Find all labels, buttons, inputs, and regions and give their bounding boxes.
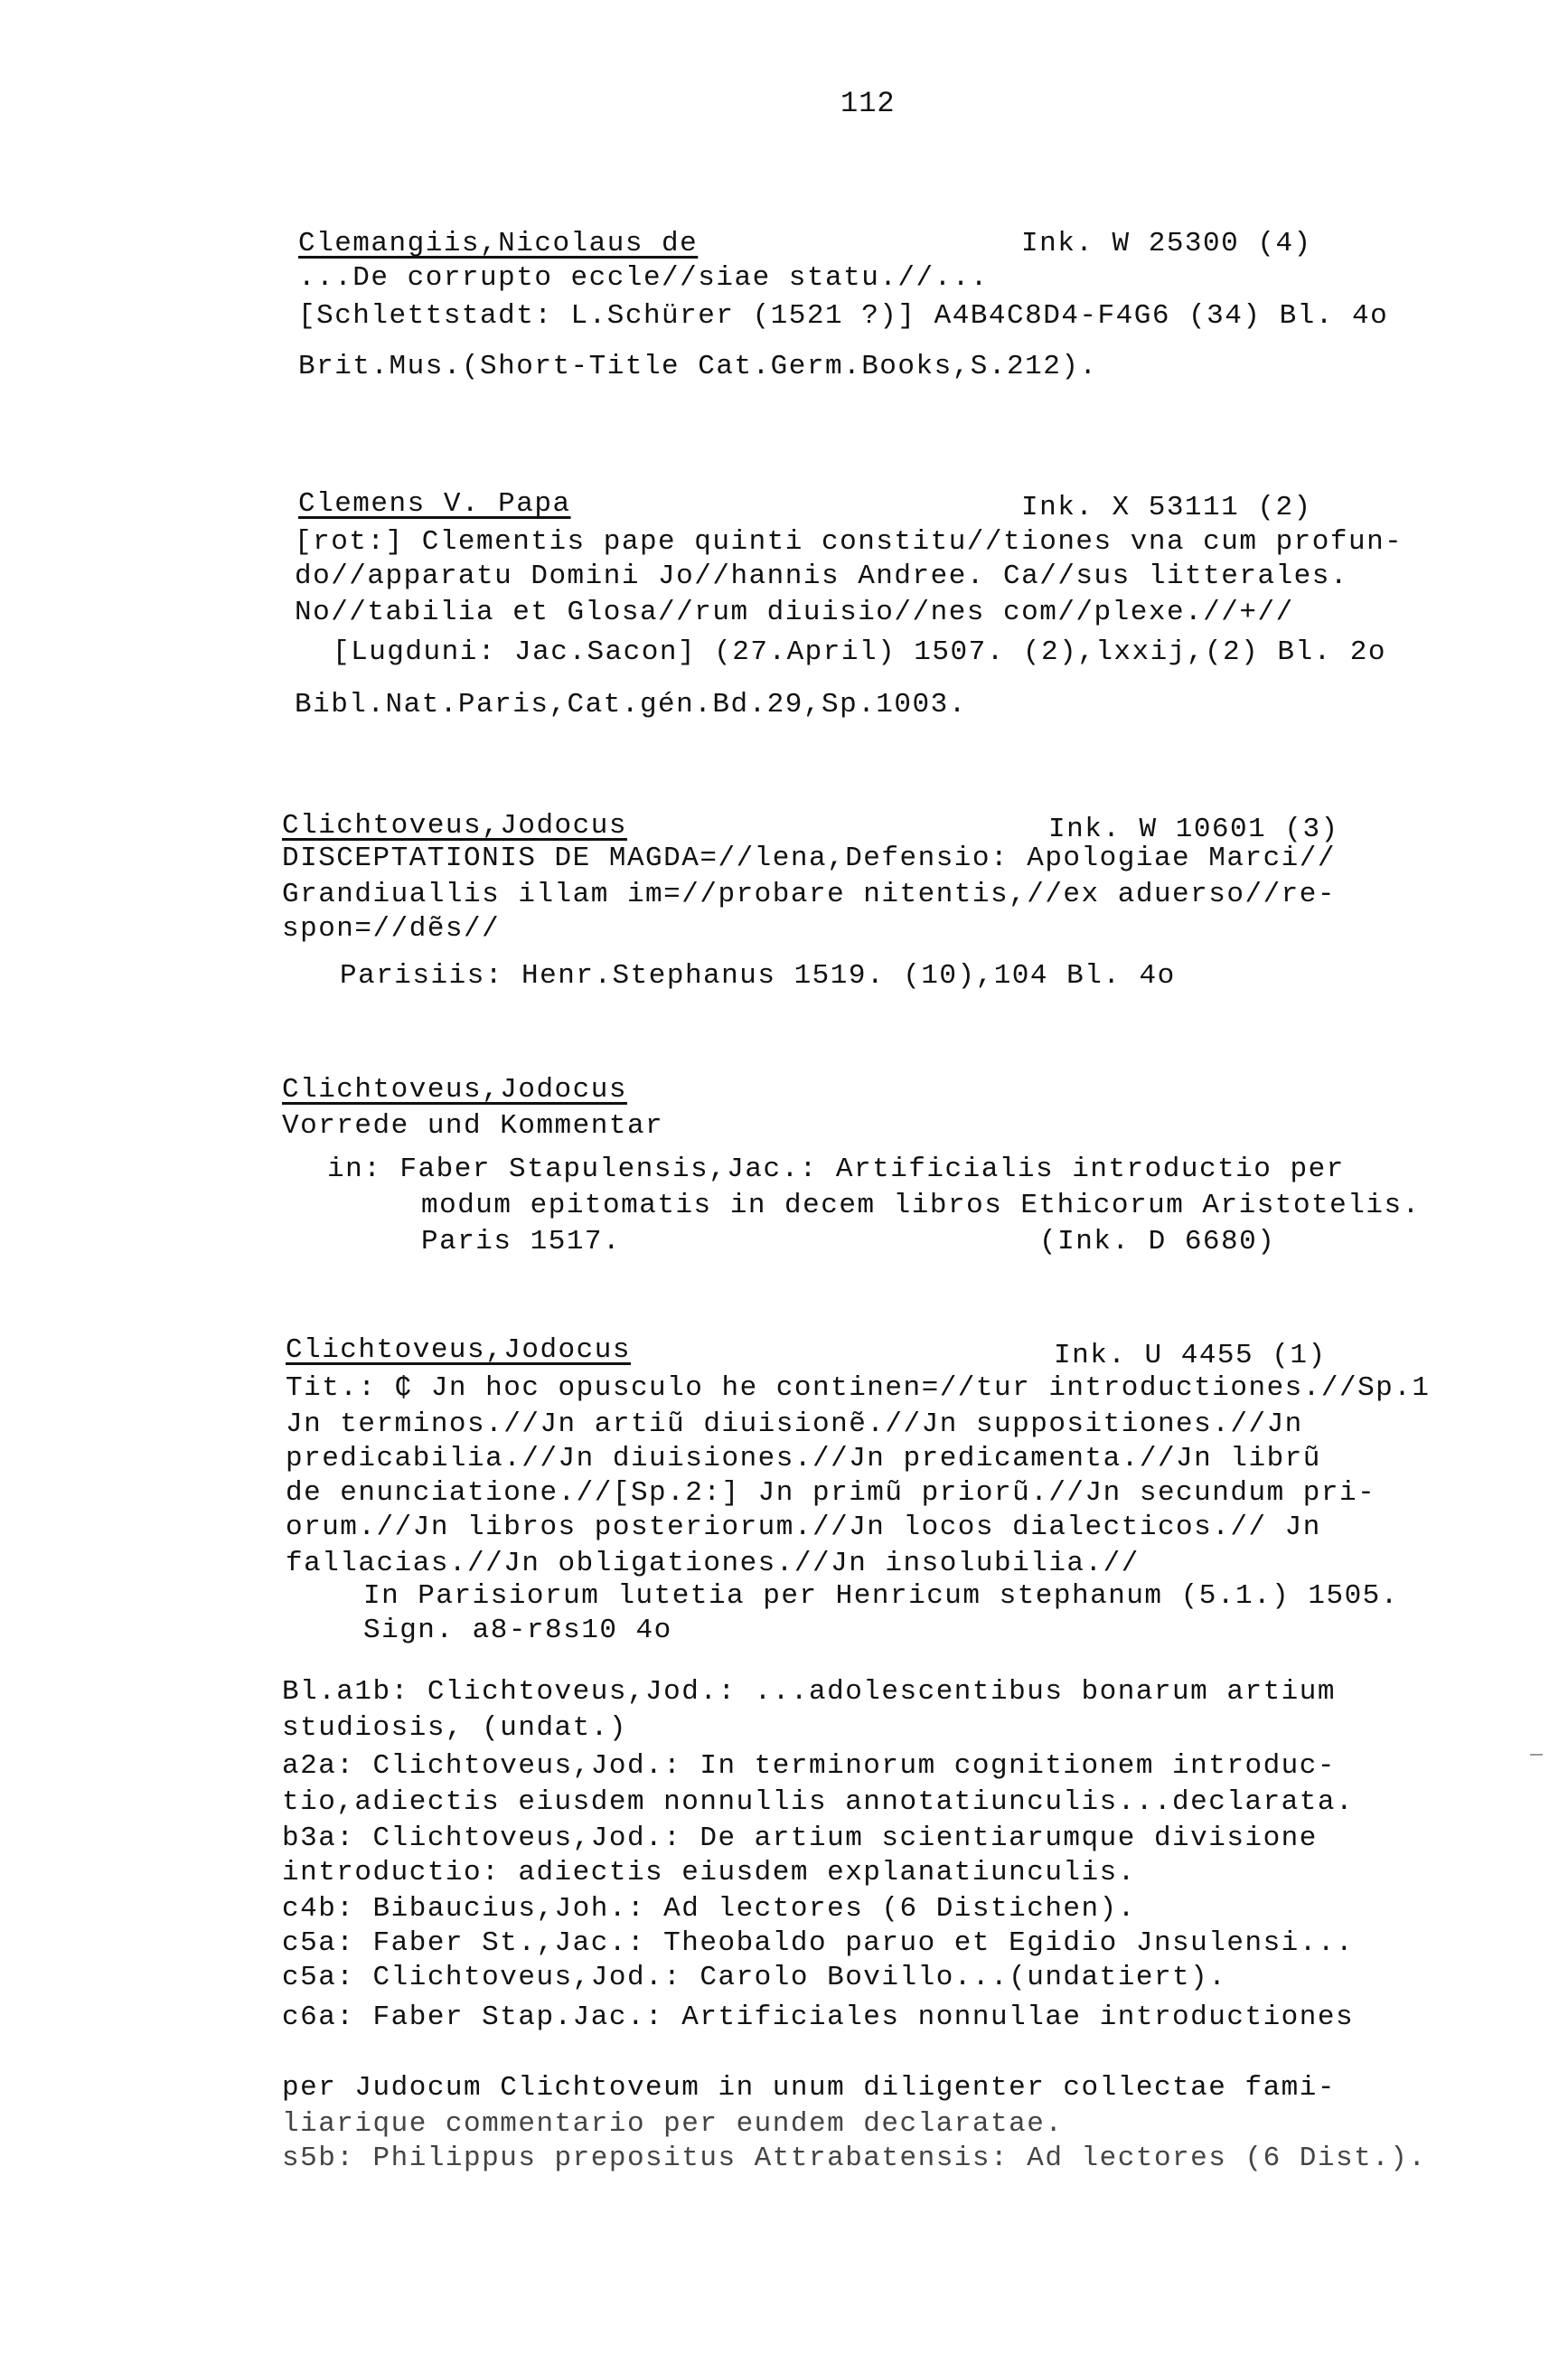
entry-line: studiosis, (undat.)	[282, 1712, 627, 1744]
entry-line: do//apparatu Domini Jo//hannis Andree. Ca//sus litterales.	[295, 560, 1348, 592]
entry-line: introductio: adiectis eiusdem explanatiunculis.	[282, 1857, 1136, 1888]
entry-shelfmark: Ink. U 4455 (1)	[1054, 1340, 1327, 1371]
entry-line: Vorrede und Kommentar	[282, 1110, 664, 1142]
entry-line: c5a: Faber St.,Jac.: Theobaldo paruo et Egidio Jnsulensi...	[282, 1927, 1355, 1959]
entry-line: [rot:] Clementis pape quinti constitu//tiones vna cum profun-	[295, 526, 1404, 558]
entry-line: Tit.: ₵ Jn hoc opusculo he continen=//tur introductiones.//Sp.1	[286, 1372, 1431, 1404]
entry-line: [Schlettstadt: L.Schürer (1521 ?)] A4B4C8D4-F4G6 (34) Bl. 4o	[298, 300, 1389, 332]
entry-line: s5b: Philippus prepositus Attrabatensis: Ad lectores (6 Dist.).	[282, 2143, 1427, 2174]
entry-heading: Clichtoveus,Jodocus	[286, 1334, 631, 1366]
entry-line: Grandiuallis illam im=//probare nitentis,//ex aduerso//re-	[282, 879, 1336, 910]
entry-line: liarique commentario per eundem declaratae.	[282, 2108, 1064, 2140]
entry-line: c5a: Clichtoveus,Jod.: Carolo Bovillo...(undatiert).	[282, 1962, 1227, 1993]
entry-line: Bl.a1b: Clichtoveus,Jod.: ...adolescentibus bonarum artium	[282, 1676, 1336, 1708]
entry-line: No//tabilia et Glosa//rum diuisio//nes com//plexe.//+//	[295, 597, 1294, 628]
entry-shelfmark: Ink. X 53111 (2)	[1021, 492, 1312, 523]
entry-line: Paris 1517.	[421, 1226, 622, 1257]
entry-line: predicabilia.//Jn diuisiones.//Jn predicamenta.//Jn librũ	[286, 1443, 1321, 1474]
entry-line: spon=//dẽs//	[282, 913, 501, 945]
entry-line: [Lugduni: Jac.Sacon] (27.April) 1507. (2),lxxij,(2) Bl. 2o	[333, 636, 1386, 668]
entry-line: DISCEPTATIONIS DE MAGDA=//lena,Defensio: Apologiae Marci//	[282, 843, 1336, 874]
entry-line: b3a: Clichtoveus,Jod.: De artium scientiarumque divisione	[282, 1822, 1318, 1854]
entry-line: Bibl.Nat.Paris,Cat.gén.Bd.29,Sp.1003.	[295, 689, 967, 721]
entry-line: c6a: Faber Stap.Jac.: Artificiales nonnullae introductiones	[282, 2001, 1355, 2033]
entry-shelfmark: Ink. W 10601 (3)	[1048, 814, 1339, 845]
entry-shelfmark: (Ink. D 6680)	[1039, 1226, 1276, 1257]
entry-line: orum.//Jn libros posteriorum.//Jn locos dialecticos.// Jn	[286, 1512, 1321, 1543]
entry-line: Parisiis: Henr.Stephanus 1519. (10),104 Bl. 4o	[340, 960, 1176, 992]
entry-line: Sign. a8-r8s10 4o	[363, 1615, 672, 1646]
entry-line: In Parisiorum lutetia per Henricum stephanum (5.1.) 1505.	[363, 1580, 1399, 1612]
entry-line: modum epitomatis in decem libros Ethicorum Aristotelis.	[421, 1190, 1421, 1221]
entry-line: de enunciatione.//[Sp.2:] Jn primũ priorũ.//Jn secundum pri-	[286, 1477, 1376, 1509]
page-number: 112	[840, 87, 896, 120]
entry-shelfmark: Ink. W 25300 (4)	[1021, 228, 1312, 259]
entry-line: Jn terminos.//Jn artiũ diuisionẽ.//Jn suppositiones.//Jn	[286, 1408, 1303, 1440]
entry-heading: Clemens V. Papa	[298, 488, 571, 520]
entry-line: tio,adiectis eiusdem nonnullis annotatiunculis...declarata.	[282, 1786, 1355, 1818]
entry-line: a2a: Clichtoveus,Jod.: In terminorum cognitionem introduc-	[282, 1750, 1336, 1782]
entry-line: ...De corrupto eccle//siae statu.//...	[298, 262, 989, 294]
margin-mark	[1530, 1754, 1543, 1756]
entry-heading: Clichtoveus,Jodocus	[282, 810, 627, 842]
entry-heading: Clichtoveus,Jodocus	[282, 1074, 627, 1106]
entry-line: Brit.Mus.(Short-Title Cat.Germ.Books,S.212).	[298, 351, 1098, 382]
entry-line: c4b: Bibaucius,Joh.: Ad lectores (6 Distichen).	[282, 1893, 1136, 1925]
entry-line: fallacias.//Jn obligationes.//Jn insolubilia.//	[286, 1548, 1140, 1579]
entry-line: in: Faber Stapulensis,Jac.: Artificialis introductio per	[327, 1154, 1345, 1185]
entry-line: per Judocum Clichtoveum in unum diligenter collectae fami-	[282, 2072, 1336, 2104]
entry-heading: Clemangiis,Nicolaus de	[298, 228, 699, 259]
